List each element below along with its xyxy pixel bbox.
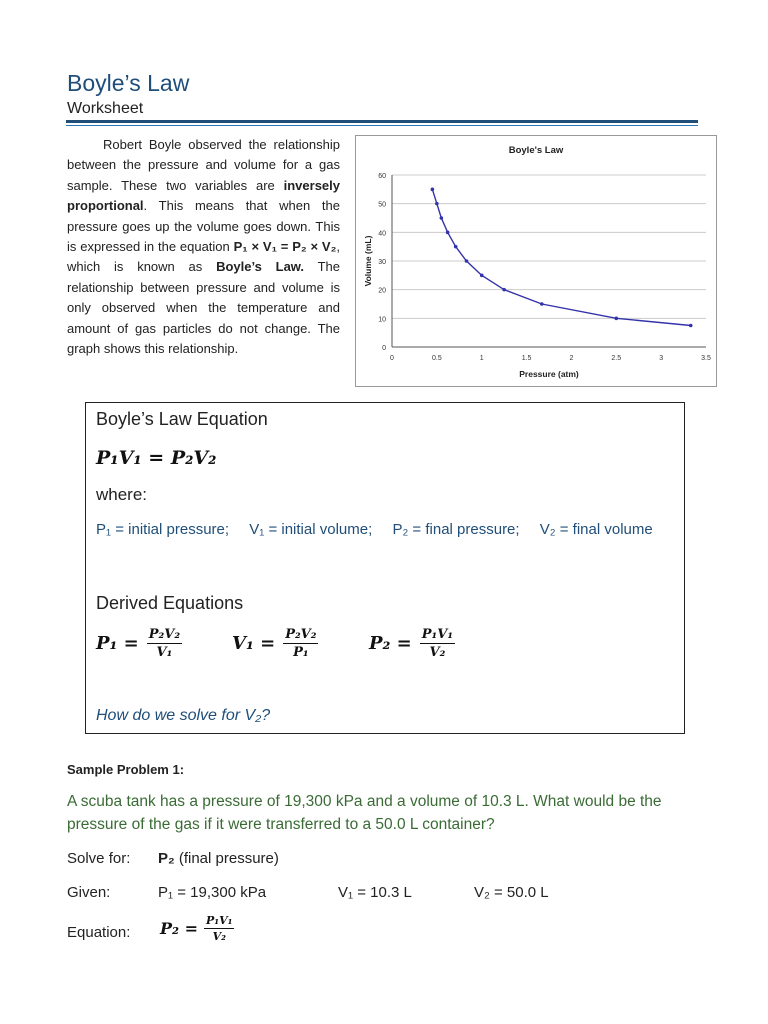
x-tick-label: 3.5 — [701, 355, 711, 362]
y-tick-label: 20 — [378, 287, 386, 295]
data-point — [454, 245, 458, 249]
where-label: where: — [96, 485, 148, 504]
boyles-law-chart — [355, 135, 717, 387]
given-v2: V₂ = 50.0 L — [474, 884, 549, 901]
equation-heading: Boyle’s Law Equation — [96, 409, 268, 429]
data-point — [480, 274, 484, 278]
page-subtitle: Worksheet — [67, 100, 144, 117]
y-tick-label: 0 — [382, 345, 386, 352]
sample-problem-text: A scuba tank has a pressure of 19,300 kPa and a volume of 10.3 L. What would be the pressure of the gas if it were transferred to a 50.0 L container? — [67, 793, 662, 833]
x-tick-label: 2 — [569, 355, 574, 362]
chart-svg — [356, 136, 716, 386]
derived-eq-v1: V₁ = $\frac{\text{P₂V₂}}{\text{P₁}}$ — [232, 627, 317, 660]
derived-eq-p1: P₁ = $\frac{\text{P₂V₂}}{\text{V₁}}$ — [96, 627, 181, 660]
x-axis-label: Pressure (atm) — [519, 369, 579, 379]
def-v1: V₁ = initial volume; — [249, 521, 373, 538]
def-p2: P₂ = final pressure; — [392, 521, 520, 538]
series-line — [432, 189, 690, 325]
data-point — [614, 317, 618, 321]
data-point — [431, 188, 435, 192]
data-point — [435, 202, 439, 206]
page-title: Boyle’s Law — [67, 70, 190, 96]
sample-problem-label: Sample Problem 1: — [67, 762, 185, 777]
x-tick-label: 3 — [659, 355, 664, 362]
data-point — [502, 288, 506, 292]
def-p1: P₁ = initial pressure; — [96, 521, 230, 538]
x-tick-label: 0.5 — [431, 355, 442, 362]
chart-title: Boyle's Law — [508, 145, 564, 156]
derived-heading: Derived Equations — [96, 593, 244, 613]
sample-equation: P₂ = $\frac{\text{P₁V₁}}{\text{V₂}}$ — [160, 914, 233, 943]
data-point — [689, 324, 693, 328]
derived-eq-p2: P₂ = $\frac{\text{P₁V₁}}{\text{V₂}}$ — [369, 627, 454, 660]
x-tick-label: 1.5 — [521, 355, 532, 362]
x-tick-label: 0 — [390, 355, 394, 362]
intro-paragraph: Robert Boyle observed the relationship between the pressure and volume for a gas sample. These two variables are inversely proportional. This means that when the pressure goes up the volume goes down. This is expressed in the equation P₁ × V₁ = P₂ × V₂, which is known as Boyle’s Law. The relationship between pressure and volume is only observed when the temperature and amount of gas particles do not change. The graph shows this relationship. — [67, 137, 340, 357]
solve-question: How do we solve for V₂? — [96, 707, 271, 724]
header-rule-thin — [66, 125, 698, 126]
y-tick-label: 40 — [378, 230, 386, 238]
y-tick-label: 50 — [378, 201, 386, 209]
y-tick-label: 10 — [378, 316, 386, 324]
y-tick-label: 30 — [378, 259, 386, 266]
data-point — [446, 231, 450, 235]
x-tick-label: 1 — [479, 355, 484, 362]
given-p1: P₁ = 19,300 kPa — [158, 884, 267, 901]
y-axis-label: Volume (mL) — [363, 235, 373, 287]
main-equation: P₁V₁ = P₂V₂ — [96, 447, 217, 469]
header-rule-thick — [66, 120, 698, 123]
data-point — [540, 302, 544, 306]
solve-variable: P₂ — [158, 850, 175, 867]
data-point — [440, 216, 444, 220]
intro-bold-inverse: inversely proportional — [67, 177, 340, 214]
variable-definitions — [96, 521, 653, 538]
def-v2: V₂ = final volume — [539, 521, 653, 538]
equation-box — [85, 402, 685, 734]
intro-bold-equation: P₁ × V₁ = P₂ × V₂ — [233, 239, 337, 255]
intro-bold-law: Boyle’s Law. — [216, 259, 305, 275]
given-v1: V₁ = 10.3 L — [338, 884, 412, 901]
x-tick-label: 2.5 — [611, 355, 622, 362]
data-point — [465, 259, 469, 263]
y-tick-label: 60 — [378, 173, 386, 180]
